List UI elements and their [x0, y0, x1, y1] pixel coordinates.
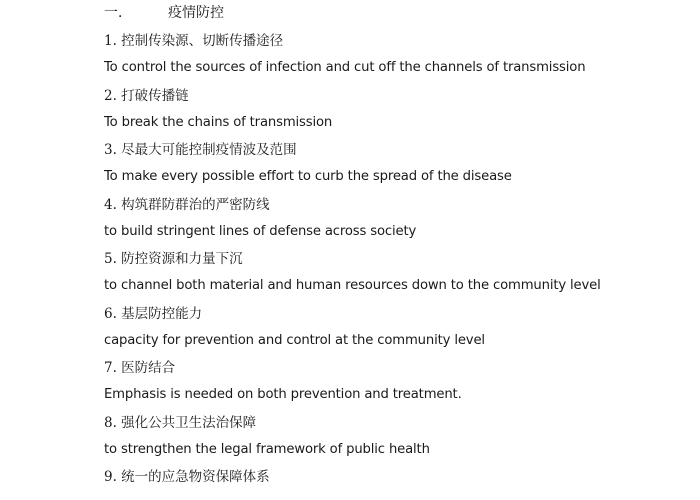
- term-english: to strengthen the legal framework of public health: [104, 442, 430, 457]
- term-english: To break the chains of transmission: [104, 115, 333, 130]
- term-chinese: 9. 统一的应急物资保障体系: [104, 469, 270, 485]
- term-english: To control the sources of infection and cut off the channels of transmission: [104, 60, 586, 75]
- term-chinese: 3. 尽最大可能控制疫情波及范围: [104, 142, 297, 158]
- term-english: to channel both material and human resources down to the community level: [104, 278, 601, 293]
- term-chinese: 7. 医防结合: [104, 360, 176, 376]
- section-heading: [104, 3, 224, 23]
- term-chinese: 8. 强化公共卫生法治保障: [104, 415, 257, 431]
- term-chinese: 6. 基层防控能力: [104, 306, 203, 322]
- term-english: To make every possible effort to curb the spread of the disease: [104, 169, 512, 184]
- term-chinese: 5. 防控资源和力量下沉: [104, 251, 243, 267]
- term-chinese: 4. 构筑群防群治的严密防线: [104, 197, 270, 213]
- section-title: 疫情防控: [168, 5, 224, 21]
- term-chinese: 2. 打破传播链: [104, 88, 189, 104]
- term-english: to build stringent lines of defense across society: [104, 224, 417, 239]
- term-chinese: 1. 控制传染源、切断传播途径: [104, 33, 284, 49]
- term-english: capacity for prevention and control at the community level: [104, 333, 485, 348]
- section-number: 一．: [104, 5, 132, 21]
- term-english: Emphasis is needed on both prevention and treatment.: [104, 387, 462, 402]
